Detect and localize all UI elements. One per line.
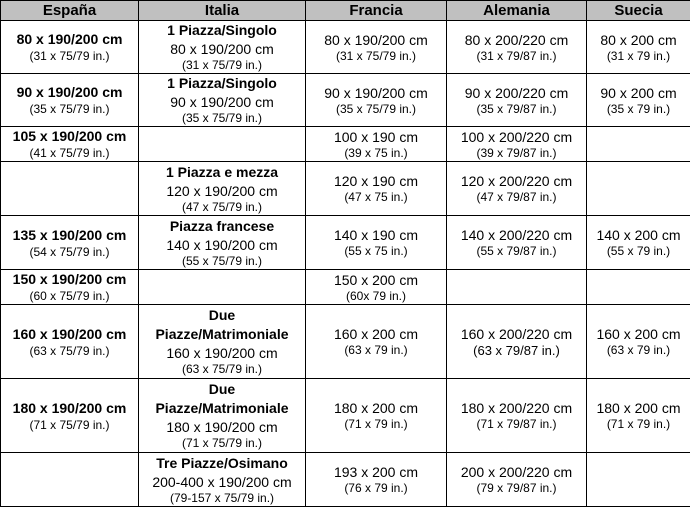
spain-inch: (63 x 75/79 in.) (29, 343, 110, 358)
germany-inch: (31 x 79/87 in.) (476, 48, 557, 63)
germany-size: 200 x 200/220 cm (460, 464, 573, 480)
spain-inch: (60 x 75/79 in.) (29, 289, 110, 303)
header-row (1, 1, 690, 21)
cell-germany-empty (447, 270, 587, 305)
cell-france (306, 162, 447, 216)
germany-inch: (71 x 79/87 in.) (476, 417, 557, 431)
cell-germany (447, 74, 587, 127)
cell-spain (1, 74, 139, 127)
italy-name: 1 Piazza/Singolo (167, 22, 277, 38)
sweden-size: 160 x 200 cm (596, 326, 681, 342)
cell-germany (447, 379, 587, 453)
italy-inch: (63 x 75/79 in.) (181, 362, 263, 376)
italy-name: Piazza francese (169, 217, 275, 234)
table-row (1, 162, 690, 216)
italy-size: 200-400 x 190/200 cm (152, 473, 292, 490)
italy-size: 160 x 190/200 cm (166, 345, 278, 361)
cell-italy (139, 74, 306, 127)
cell-italy (139, 453, 306, 507)
germany-size: 80 x 200/220 cm (464, 31, 569, 48)
cell-france (306, 21, 447, 74)
sweden-size: 80 x 200 cm (600, 31, 677, 48)
cell-germany (447, 216, 587, 270)
header-italy: Italia (139, 1, 306, 21)
cell-sweden (587, 379, 690, 453)
spain-size: 160 x 190/200 cm (12, 325, 127, 342)
germany-size: 90 x 200/220 cm (464, 84, 569, 101)
spain-inch: (54 x 75/79 in.) (29, 244, 110, 259)
france-size: 100 x 190 cm (333, 128, 419, 145)
france-inch: (31 x 75/79 in.) (335, 48, 417, 63)
germany-inch: (63 x 79/87 in.) (473, 343, 560, 358)
table-row (1, 305, 690, 379)
italy-size: 120 x 190/200 cm (166, 182, 278, 199)
france-size: 180 x 200 cm (333, 400, 419, 416)
table-row (1, 270, 690, 305)
italy-inch: (47 x 75/79 in.) (181, 199, 263, 214)
header-france: Francia (306, 1, 447, 21)
france-inch: (76 x 79 in.) (344, 481, 408, 495)
italy-name: 1 Piazza/Singolo (167, 75, 277, 91)
cell-sweden-empty (587, 270, 690, 305)
sweden-inch: (71 x 79 in.) (606, 417, 671, 431)
cell-germany (447, 305, 587, 379)
cell-sweden (587, 21, 690, 74)
italy-inch: (79-157 x 75/79 in.) (169, 490, 275, 505)
spain-inch: (41 x 75/79 in.) (29, 146, 110, 160)
germany-size: 120 x 200/220 cm (460, 173, 573, 189)
spain-inch: (71 x 75/79 in.) (29, 417, 110, 432)
cell-spain (1, 127, 139, 162)
france-size: 193 x 200 cm (333, 464, 419, 480)
cell-germany (447, 127, 587, 162)
cell-spain-empty (1, 453, 139, 507)
spain-size: 80 x 190/200 cm (16, 31, 123, 47)
cell-germany (447, 162, 587, 216)
cell-france (306, 453, 447, 507)
cell-france (306, 74, 447, 127)
cell-germany (447, 21, 587, 74)
spain-size: 180 x 190/200 cm (12, 399, 127, 416)
italy-name-line1: Due (208, 307, 236, 323)
header-germany: Alemania (447, 1, 587, 21)
cell-italy (139, 305, 306, 379)
cell-italy (139, 21, 306, 74)
sweden-inch: (35 x 79 in.) (606, 101, 671, 116)
france-size: 120 x 190 cm (333, 173, 419, 189)
cell-germany (447, 453, 587, 507)
sweden-inch: (63 x 79 in.) (606, 343, 671, 357)
cell-sweden-empty (587, 453, 690, 507)
cell-france (306, 216, 447, 270)
spain-inch: (31 x 75/79 in.) (29, 49, 110, 63)
italy-inch: (71 x 75/79 in.) (181, 436, 263, 450)
sweden-size: 140 x 200 cm (596, 227, 681, 243)
table-row (1, 21, 690, 74)
cell-spain (1, 21, 139, 74)
table-row (1, 379, 690, 453)
cell-france (306, 379, 447, 453)
italy-inch: (55 x 75/79 in.) (181, 253, 263, 268)
germany-inch: (55 x 79/87 in.) (476, 244, 557, 258)
cell-italy (139, 379, 306, 453)
cell-sweden (587, 216, 690, 270)
france-inch: (39 x 75 in.) (344, 145, 408, 160)
germany-size: 100 x 200/220 cm (460, 128, 573, 145)
sweden-size: 180 x 200 cm (596, 400, 681, 416)
germany-inch: (47 x 79/87 in.) (476, 190, 557, 204)
germany-inch: (35 x 79/87 in.) (476, 101, 557, 116)
germany-size: 180 x 200/220 cm (460, 400, 573, 416)
sweden-size: 90 x 200 cm (600, 84, 677, 101)
germany-size: 140 x 200/220 cm (460, 227, 573, 243)
france-inch: (35 x 75/79 in.) (335, 101, 417, 116)
spain-size: 105 x 190/200 cm (12, 128, 127, 144)
france-inch: (60x 79 in.) (345, 288, 407, 303)
cell-france (306, 127, 447, 162)
cell-spain (1, 305, 139, 379)
italy-name: Tre Piazze/Osimano (156, 454, 288, 471)
italy-inch: (35 x 75/79 in.) (181, 111, 263, 125)
italy-size: 80 x 190/200 cm (170, 41, 274, 57)
cell-sweden (587, 305, 690, 379)
table-row (1, 453, 690, 507)
cell-france (306, 305, 447, 379)
france-inch: (71 x 79 in.) (344, 417, 408, 431)
cell-spain (1, 216, 139, 270)
cell-spain (1, 379, 139, 453)
spain-size: 90 x 190/200 cm (16, 84, 123, 100)
france-size: 160 x 200 cm (333, 326, 419, 342)
cell-italy (139, 162, 306, 216)
sweden-inch: (31 x 79 in.) (606, 48, 671, 63)
cell-italy-empty (139, 270, 306, 305)
france-size: 150 x 200 cm (333, 271, 419, 288)
header-spain: España (1, 1, 139, 21)
cell-italy (139, 216, 306, 270)
germany-inch: (39 x 79/87 in.) (476, 145, 557, 160)
italy-size: 180 x 190/200 cm (166, 419, 278, 435)
france-inch: (63 x 79 in.) (344, 343, 408, 357)
italy-inch: (31 x 75/79 in.) (181, 58, 263, 72)
sweden-inch: (55 x 79 in.) (606, 244, 671, 258)
france-size: 140 x 190 cm (333, 227, 419, 243)
cell-italy-empty (139, 127, 306, 162)
italy-name-line2: Piazze/Matrimoniale (155, 400, 289, 416)
cell-sweden-empty (587, 162, 690, 216)
france-inch: (55 x 75 in.) (344, 244, 408, 258)
table-row (1, 216, 690, 270)
italy-name: 1 Piazza e mezza (165, 163, 279, 180)
cell-france (306, 270, 447, 305)
italy-name-line2: Piazze/Matrimoniale (155, 326, 289, 342)
cell-spain (1, 270, 139, 305)
france-inch: (47 x 75 in.) (344, 190, 408, 204)
cell-sweden-empty (587, 127, 690, 162)
spain-size: 150 x 190/200 cm (12, 271, 127, 287)
italy-size: 140 x 190/200 cm (166, 236, 278, 253)
cell-spain-empty (1, 162, 139, 216)
germany-inch: (79 x 79/87 in.) (476, 481, 557, 495)
germany-size: 160 x 200/220 cm (460, 326, 573, 342)
spain-inch: (35 x 75/79 in.) (29, 102, 110, 116)
italy-size: 90 x 190/200 cm (170, 94, 274, 110)
france-size: 90 x 190/200 cm (324, 84, 428, 101)
table-row (1, 74, 690, 127)
header-sweden: Suecia (587, 1, 690, 21)
cell-sweden (587, 74, 690, 127)
france-size: 80 x 190/200 cm (324, 31, 428, 48)
table-row (1, 127, 690, 162)
italy-name-line1: Due (208, 381, 236, 397)
spain-size: 135 x 190/200 cm (12, 226, 127, 243)
